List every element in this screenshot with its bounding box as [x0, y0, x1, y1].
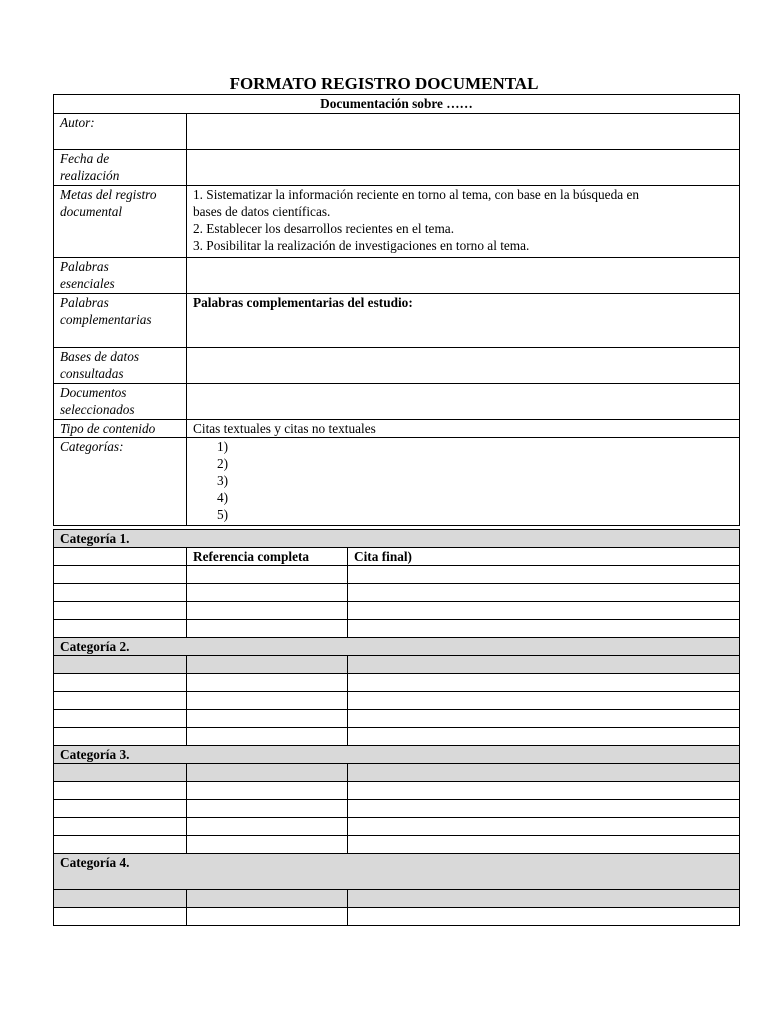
- table-cell[interactable]: [187, 818, 348, 836]
- autor-label: Autor:: [54, 114, 187, 150]
- metas-line: 2. Establecer los desarrollos recientes en el tema.: [193, 221, 455, 236]
- categoria-3-header: Categoría 3.: [54, 746, 740, 764]
- table-row: [54, 710, 740, 728]
- table-cell[interactable]: [348, 800, 740, 818]
- documentacion-header: Documentación sobre ……: [54, 95, 740, 114]
- table-cell[interactable]: [348, 674, 740, 692]
- table-cell[interactable]: [348, 584, 740, 602]
- document-title: FORMATO REGISTRO DOCUMENTAL: [229, 74, 539, 93]
- table-cell[interactable]: [348, 566, 740, 584]
- table-cell[interactable]: [54, 818, 187, 836]
- table-cell[interactable]: [187, 728, 348, 746]
- table-cell[interactable]: [54, 602, 187, 620]
- table-cell[interactable]: [187, 782, 348, 800]
- esenciales-value[interactable]: [187, 258, 740, 294]
- table-row: [54, 890, 740, 908]
- table-cell[interactable]: [54, 800, 187, 818]
- metas-line: bases de datos científicas.: [193, 204, 331, 219]
- list-item: 3): [217, 473, 229, 488]
- fecha-label: Fecha de realización: [54, 150, 187, 186]
- table-row: [54, 602, 740, 620]
- table-row: [54, 620, 740, 638]
- categoria-2-header: Categoría 2.: [54, 638, 740, 656]
- categoria-1-header: Categoría 1.: [54, 530, 740, 548]
- table-cell[interactable]: [348, 836, 740, 854]
- table-row: [54, 566, 740, 584]
- table-cell[interactable]: [348, 890, 740, 908]
- table-cell[interactable]: [54, 764, 187, 782]
- complementarias-value[interactable]: Palabras complementarias del estudio:: [187, 294, 740, 348]
- table-cell[interactable]: [187, 566, 348, 584]
- table-cell[interactable]: [348, 602, 740, 620]
- table-cell[interactable]: [348, 908, 740, 926]
- list-item: 5): [217, 507, 229, 522]
- table-row: [54, 836, 740, 854]
- table-row: [54, 818, 740, 836]
- registro-table: [53, 94, 740, 526]
- table-row: [54, 692, 740, 710]
- table-cell[interactable]: [54, 692, 187, 710]
- table-cell[interactable]: [348, 620, 740, 638]
- list-item: 4): [217, 490, 229, 505]
- fecha-value[interactable]: [187, 150, 740, 186]
- col-cita-header: Cita final): [348, 548, 740, 566]
- table-cell[interactable]: [348, 728, 740, 746]
- list-item: 2): [217, 456, 229, 471]
- table-cell[interactable]: [348, 764, 740, 782]
- tipo-value[interactable]: Citas textuales y citas no textuales: [187, 420, 740, 438]
- table-row: [54, 800, 740, 818]
- table-cell[interactable]: [348, 656, 740, 674]
- table-cell[interactable]: [187, 800, 348, 818]
- table-cell[interactable]: [54, 890, 187, 908]
- metas-value: [187, 186, 740, 258]
- table-cell[interactable]: [348, 818, 740, 836]
- table-cell[interactable]: [187, 602, 348, 620]
- table-cell[interactable]: [54, 584, 187, 602]
- table-row: [54, 764, 740, 782]
- table-cell[interactable]: [348, 692, 740, 710]
- list-item: 1): [217, 439, 229, 454]
- esenciales-label: Palabras esenciales: [54, 258, 187, 294]
- bases-label: Bases de datos consultadas: [54, 348, 187, 384]
- tipo-label: Tipo de contenido: [54, 420, 187, 438]
- table-row: [54, 584, 740, 602]
- table-cell[interactable]: [187, 890, 348, 908]
- table-cell[interactable]: [54, 836, 187, 854]
- table-cell[interactable]: [348, 710, 740, 728]
- table-cell[interactable]: [187, 710, 348, 728]
- table-row: [54, 908, 740, 926]
- table-cell[interactable]: [54, 620, 187, 638]
- complementarias-label: Palabras complementarias: [54, 294, 187, 348]
- table-cell[interactable]: [54, 548, 187, 566]
- table-cell[interactable]: [54, 656, 187, 674]
- bases-value[interactable]: [187, 348, 740, 384]
- table-cell[interactable]: [54, 908, 187, 926]
- table-cell[interactable]: [187, 674, 348, 692]
- table-cell[interactable]: [187, 656, 348, 674]
- table-cell[interactable]: [54, 728, 187, 746]
- table-row: [54, 728, 740, 746]
- table-cell[interactable]: [187, 584, 348, 602]
- col-referencia-header: Referencia completa: [187, 548, 348, 566]
- table-cell[interactable]: [187, 620, 348, 638]
- table-row: [54, 782, 740, 800]
- categorias-value: [187, 438, 740, 526]
- metas-label: Metas del registro documental: [54, 186, 187, 258]
- categorias-label: Categorías:: [54, 438, 187, 526]
- autor-value[interactable]: [187, 114, 740, 150]
- table-cell[interactable]: [54, 782, 187, 800]
- table-cell[interactable]: [187, 764, 348, 782]
- documentos-label: Documentos seleccionados: [54, 384, 187, 420]
- table-row: [54, 674, 740, 692]
- categorias-list: [193, 438, 733, 523]
- table-cell[interactable]: [54, 674, 187, 692]
- table-cell[interactable]: [187, 692, 348, 710]
- table-cell[interactable]: [54, 566, 187, 584]
- table-cell[interactable]: [187, 908, 348, 926]
- categorias-table: [53, 529, 740, 926]
- metas-line: 3. Posibilitar la realización de investigaciones en torno al tema.: [193, 238, 530, 253]
- metas-line: 1. Sistematizar la información reciente en torno al tema, con base en la búsqueda en: [193, 187, 640, 202]
- documentos-value[interactable]: [187, 384, 740, 420]
- categoria-4-header: Categoría 4.: [54, 854, 740, 890]
- table-row: [54, 656, 740, 674]
- table-cell[interactable]: [348, 782, 740, 800]
- table-cell[interactable]: [187, 836, 348, 854]
- table-cell[interactable]: [54, 710, 187, 728]
